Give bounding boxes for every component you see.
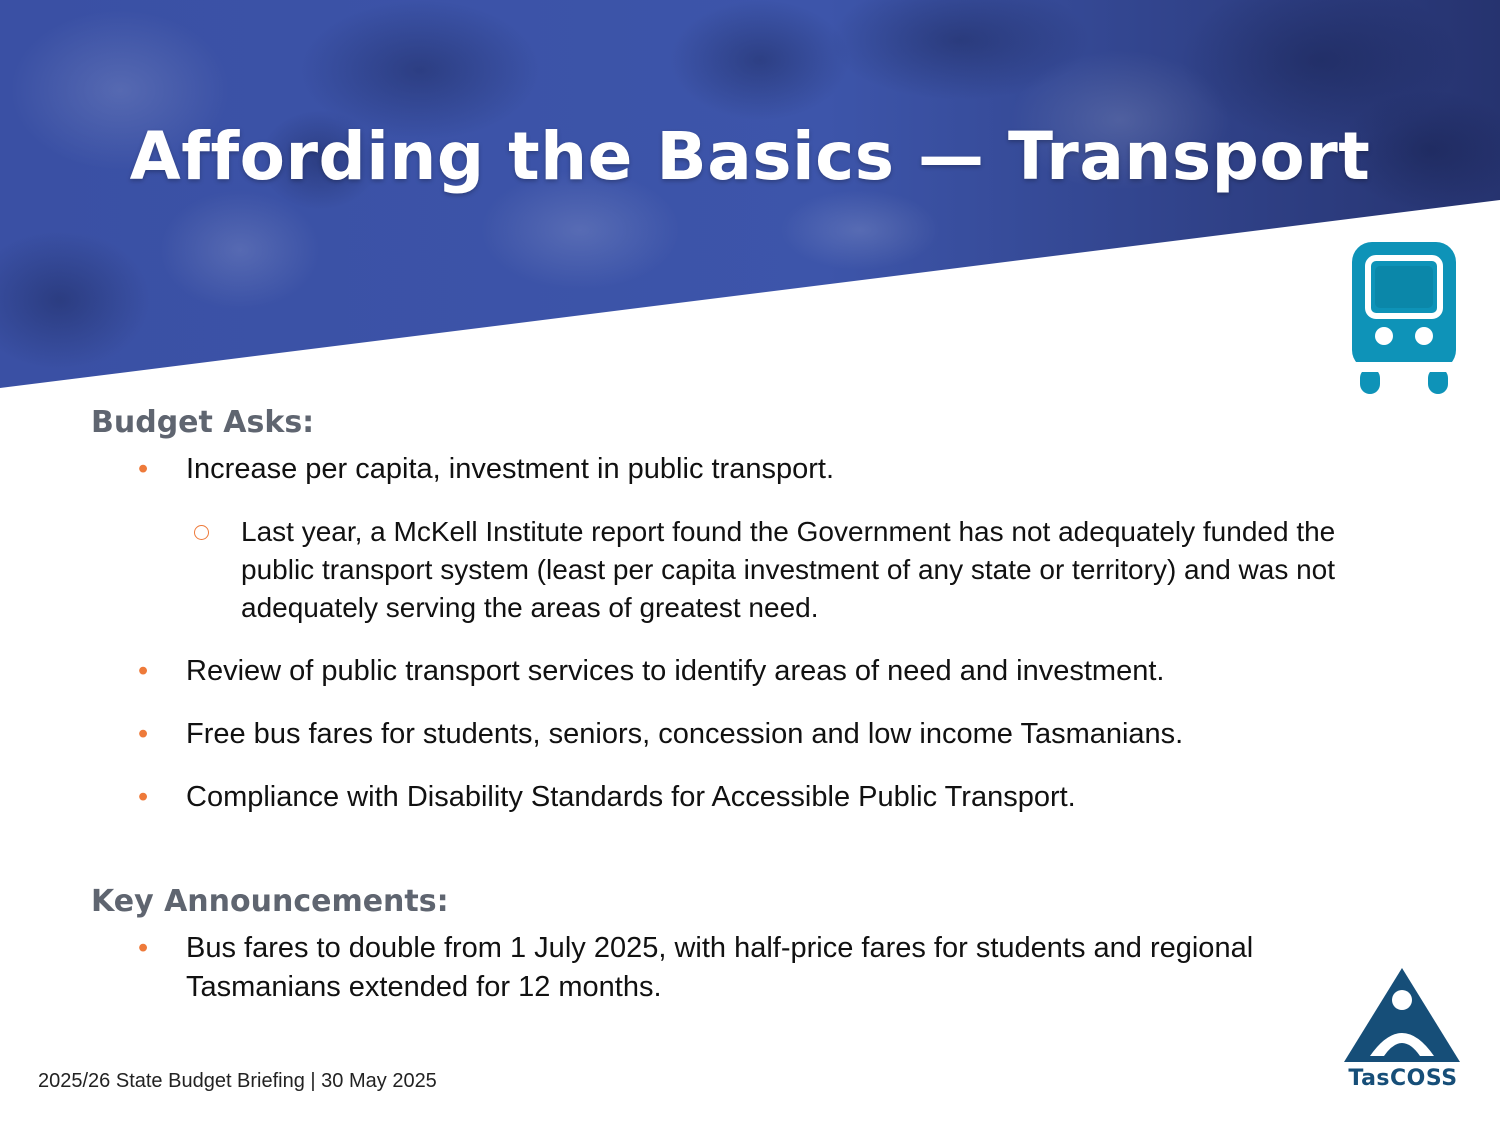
list-item-text: Increase per capita, investment in public transport. xyxy=(186,453,834,485)
list-item-text: Compliance with Disability Standards for Accessible Public Transport. xyxy=(186,781,1076,813)
key-announcements-list xyxy=(91,929,1381,1007)
budget-asks-heading: Budget Asks: xyxy=(91,405,315,440)
bullet-dot-icon: • xyxy=(138,932,149,964)
list-item xyxy=(91,929,1381,1007)
bus-icon xyxy=(1344,238,1464,400)
sub-list-item xyxy=(186,513,1381,627)
bullet-dot-icon: • xyxy=(138,453,149,485)
list-item xyxy=(91,450,1381,627)
logo-wordmark: TasCOSS xyxy=(1348,1066,1458,1091)
footer-text: 2025/26 State Budget Briefing | 30 May 2025 xyxy=(38,1070,437,1092)
list-item xyxy=(91,778,1381,817)
list-item xyxy=(91,715,1381,754)
bullet-dot-icon: • xyxy=(138,655,149,687)
list-item xyxy=(91,652,1381,691)
hollow-circle-icon xyxy=(194,525,209,540)
sub-list-item-text: Last year, a McKell Institute report found the Government has not adequately funded the public transport system (least per capita investment of any state or territory) and was not adequately serving the areas of greatest need. xyxy=(241,516,1336,623)
page-title: Affording the Basics — Transport xyxy=(129,118,1371,195)
list-item-text: Free bus fares for students, seniors, concession and low income Tasmanians. xyxy=(186,718,1184,750)
slide-content xyxy=(91,400,1381,1007)
sub-list xyxy=(186,513,1381,627)
key-announcements-heading: Key Announcements: xyxy=(91,884,449,919)
list-item-text: Review of public transport services to identify areas of need and investment. xyxy=(186,655,1165,687)
budget-asks-list xyxy=(91,450,1381,817)
bullet-dot-icon: • xyxy=(138,781,149,813)
bullet-dot-icon: • xyxy=(138,718,149,750)
list-item-text: Bus fares to double from 1 July 2025, with half-price fares for students and regional Tasmanians extended for 12 months. xyxy=(186,932,1254,1003)
header-banner xyxy=(0,0,1500,400)
